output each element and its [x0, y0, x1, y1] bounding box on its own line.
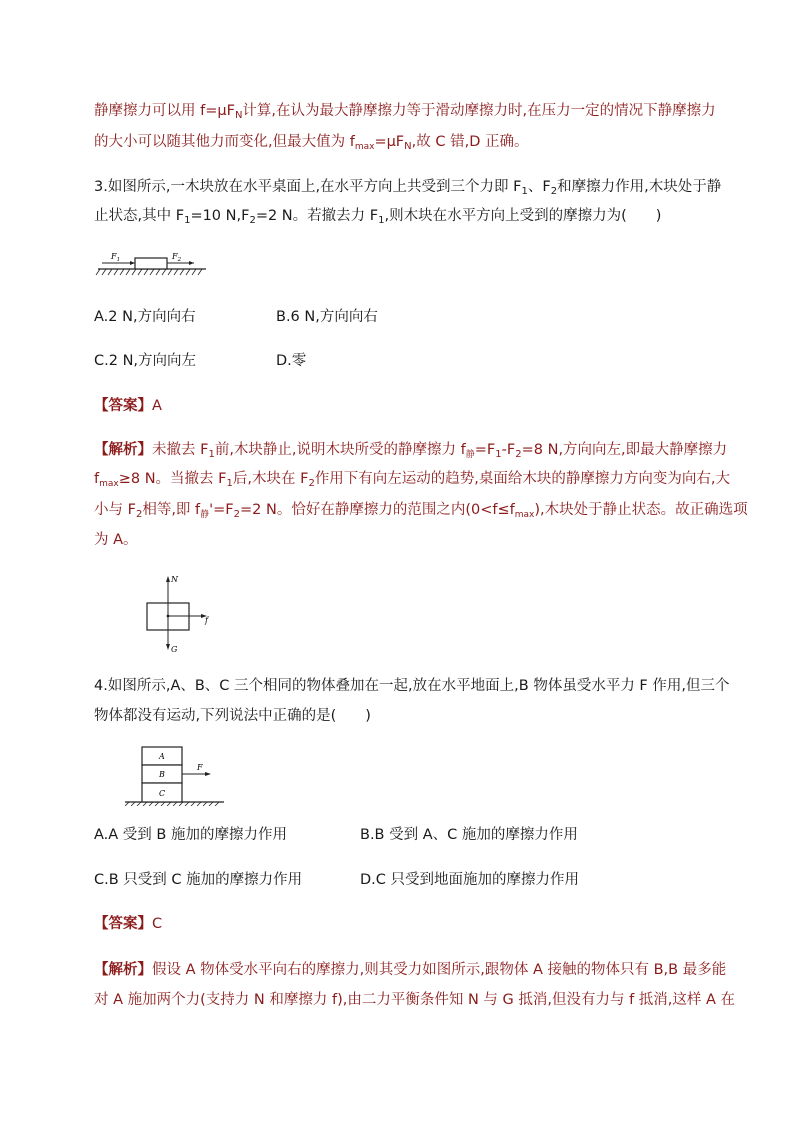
q4-stem-line-1: 4.如图所示,A、B、C 三个相同的物体叠加在一起,放在水平地面上,B 物体虽受水平力 F 作用,但三个	[94, 678, 730, 694]
prev-analysis-line-1: 静摩擦力可以用 $f=\mu F_N$计算,在认为最大静摩擦力等于滑动摩擦力时,在压力一定的情况下静摩擦力	[94, 103, 716, 121]
f1-label: $F_1$	[111, 252, 121, 263]
q3-option-a: A.2 N,方向向右	[94, 309, 196, 325]
q4-option-a: A.A 受到 B 施加的摩擦力作用	[94, 827, 287, 843]
q3-stem-line-2: 止状态,其中 $F_1=10$ $N,F_2=2$ N。若撤去力 $F_1$,则木块在水平方向上受到的摩擦力为( )	[94, 208, 662, 226]
label-f: f	[205, 616, 208, 625]
q4-option-c: C.B 只受到 C 施加的摩擦力作用	[94, 872, 303, 888]
q3-block-diagram	[94, 248, 210, 284]
q3-stem-line-1: 3.如图所示,一木块放在水平桌面上,在水平方向上共受到三个力即 $F_1$、$F_2$和摩擦力作用,木块处于静	[94, 179, 722, 197]
q4-analysis-line-1: 【解析】假设 A 物体受水平向右的摩擦力,则其受力如图所示,跟物体 A 接触的物体只有 B,B 最多能	[94, 962, 727, 978]
q4-option-b: B.B 受到 A、C 施加的摩擦力作用	[360, 827, 578, 843]
f2-label: $F_2$	[172, 252, 182, 263]
q3-option-d: D.零	[276, 353, 307, 369]
free-body-diagram	[140, 572, 220, 654]
q3-analysis-line-3: 小与 $F_2$相等,即 $f_静'=F_2=2$ N。恰好在静摩擦力的范围之内$(0<f\le f_{max})$,木块处于静止状态。故正确选项	[94, 502, 748, 520]
q3-option-b: B.6 N,方向向右	[276, 309, 378, 325]
q3-answer: 【答案】A	[94, 398, 162, 414]
q3-analysis-line-2: $f_{max}\ge 8$ N。当撤去 $F_1$后,木块在 $F_2$作用下有向左运动的趋势,桌面给木块的静摩擦力方向变为向右,大	[94, 471, 731, 489]
label-f: F	[197, 763, 203, 772]
q3-analysis-line-1: 【解析】未撤去 $F_1$前,木块静止,说明木块所受的静摩擦力 $f_静=F_1-F_2=8$ N,方向向左,即最大静摩擦力	[94, 442, 728, 460]
label-b: B	[159, 770, 165, 779]
q3-analysis-line-4: 为 A。	[94, 532, 138, 548]
wood-block	[135, 258, 167, 269]
prev-analysis-line-2: 的大小可以随其他力而变化,但最大值为 $f_{max}=\mu F_N$,故 C 错,D 正确。	[94, 134, 529, 152]
q4-analysis-line-2: 对 A 施加两个力(支持力 N 和摩擦力 f),由二力平衡条件知 N 与 G 抵消,但没有力与 f 抵消,这样 A 在	[94, 992, 736, 1008]
label-g: G	[171, 645, 178, 654]
q4-option-d: D.C 只受到地面施加的摩擦力作用	[360, 872, 580, 888]
q4-stem-line-2: 物体都没有运动,下列说法中正确的是( )	[94, 708, 371, 724]
q4-answer: 【答案】C	[94, 916, 163, 932]
label-c: C	[159, 789, 166, 798]
label-n: N	[171, 575, 178, 584]
label-a: A	[159, 752, 165, 761]
q3-option-c: C.2 N,方向向左	[94, 353, 197, 369]
q4-stack-diagram	[122, 742, 230, 806]
